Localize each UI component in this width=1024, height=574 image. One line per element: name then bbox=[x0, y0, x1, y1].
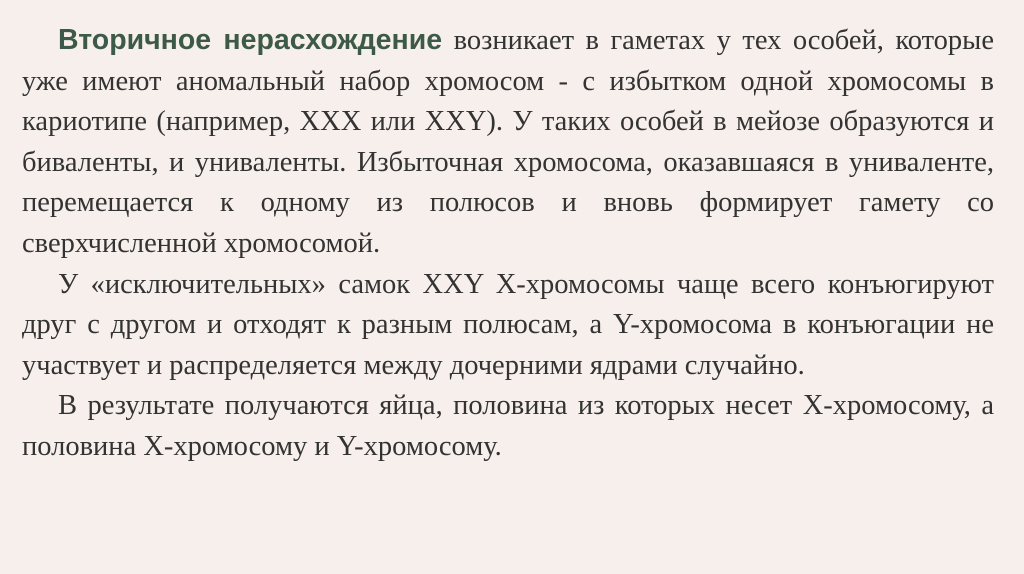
paragraph-1-text: возникает в гаметах у тех особей, которые уже имеют аномальный набор хромосом - с избытком одной хромосомы в кариотипе (например, XXX или XXY). У таких особей в мейозе образуются и биваленты, и униваленты. Избыточная хромосома, оказавшаяся в униваленте, перемещается к одному из полюсов и вновь формирует гамету со сверхчисленной хромосомой. bbox=[22, 25, 994, 259]
paragraph-secondary-nondisjunction bbox=[22, 20, 994, 265]
paragraph-result: В результате получаются яйца, половина из которых несет X-хромосому, а половина X-хромосому и Y-хромосому. bbox=[22, 390, 994, 462]
highlighted-term: Вторичное нерасхождение bbox=[58, 24, 443, 56]
slide-body bbox=[22, 20, 994, 468]
paragraph-exceptional-females: У «исключительных» самок XXY X-хромосомы чаще всего конъюгируют друг с другом и отходят к разным полюсам, а Y-хромосома в конъюгации не участвует и распределяется между дочерними ядрами случайно. bbox=[22, 268, 994, 381]
